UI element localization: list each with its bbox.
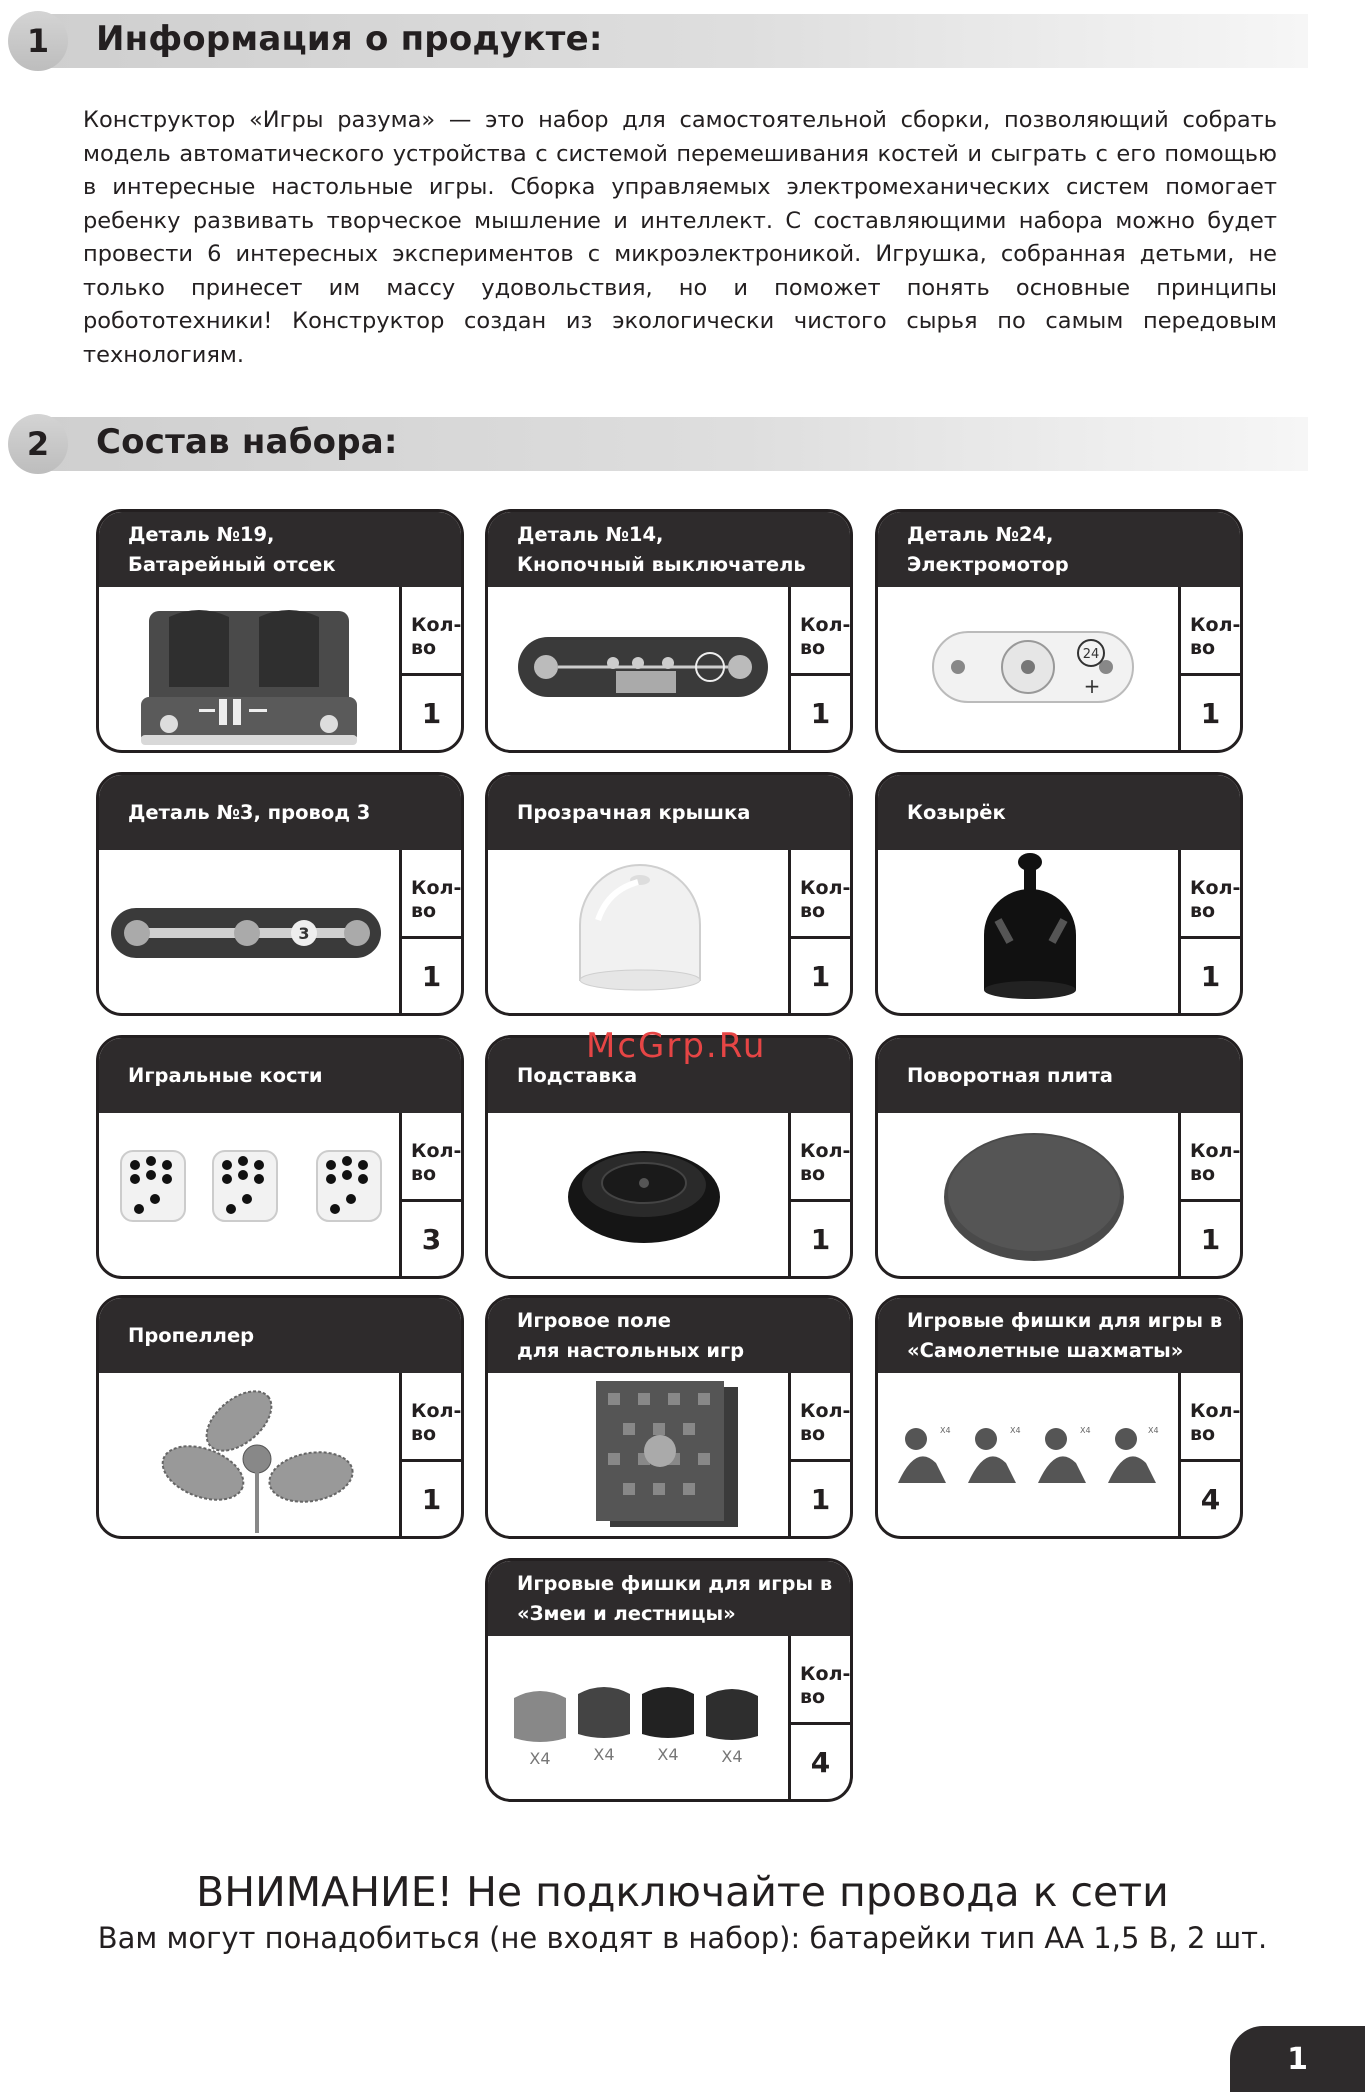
piece-count-mark: X4	[940, 1426, 951, 1435]
kit-item-title	[488, 775, 850, 850]
kit-item-title	[488, 1561, 850, 1636]
piece-count-mark: X4	[721, 1747, 743, 1766]
quantity-label: Кол-во	[788, 587, 850, 676]
quantity-value: 1	[399, 676, 461, 750]
warning-title: ВНИМАНИЕ! Не подключайте провода к сети	[196, 1868, 1169, 1916]
kit-item-card	[96, 772, 464, 1016]
quantity-value: 3	[399, 1202, 461, 1276]
quantity-value: 1	[399, 939, 461, 1013]
page-number: 1	[1230, 2026, 1365, 2092]
quantity-label: Кол-во	[399, 1113, 461, 1202]
kit-item-title	[99, 512, 461, 587]
kit-item-title	[488, 512, 850, 587]
section-title: Состав набора:	[96, 422, 398, 462]
quantity-label: Кол-во	[399, 587, 461, 676]
quantity-label: Кол-во	[788, 1373, 850, 1462]
kit-item-title-line2: Электромотор	[907, 552, 1069, 576]
quantity-value: 1	[1178, 939, 1240, 1013]
kit-item-title-line1: Деталь №19,	[128, 522, 275, 546]
piece-count-mark: X4	[1148, 1426, 1159, 1435]
piece-count-mark: X4	[1010, 1426, 1021, 1435]
kit-item-title-line1: Деталь №24,	[907, 522, 1054, 546]
kit-item-title-line2: Батарейный отсек	[128, 552, 336, 576]
section-header-kit-contents	[8, 414, 1308, 474]
quantity-value: 1	[1178, 1202, 1240, 1276]
quantity-value: 1	[788, 939, 850, 1013]
watermark: McGrp.Ru	[586, 1026, 767, 1066]
kit-item-title	[878, 1038, 1240, 1113]
quantity-label: Кол-во	[788, 1636, 850, 1725]
section-number: 1	[8, 11, 68, 71]
game-board-icon	[488, 1373, 791, 1539]
kit-item-title-line1: Козырёк	[907, 800, 1006, 824]
kit-item-title	[99, 775, 461, 850]
kit-item-title	[878, 775, 1240, 850]
battery-holder-icon	[99, 587, 402, 753]
warning-note: Вам могут понадобиться (не входят в набор): батарейки тип АА 1,5 В, 2 шт.	[97, 1921, 1268, 1955]
piece-count-mark: X4	[657, 1745, 679, 1764]
rotating-plate-icon	[878, 1113, 1181, 1279]
kit-item-card	[875, 1035, 1243, 1279]
quantity-value: 1	[399, 1462, 461, 1536]
kit-item-title	[878, 1298, 1240, 1373]
wire-number-mark: 3	[298, 924, 310, 943]
kit-item-title-line1: Подставка	[517, 1063, 638, 1087]
propeller-icon	[99, 1373, 402, 1539]
quantity-value: 1	[788, 676, 850, 750]
piece-count-mark: X4	[1080, 1426, 1091, 1435]
kit-item-card	[96, 1035, 464, 1279]
kit-item-title-line1: Прозрачная крышка	[517, 800, 751, 824]
kit-item-title-line2: для настольных игр	[517, 1338, 745, 1362]
kit-item-title-line1: Поворотная плита	[907, 1063, 1113, 1087]
stand-icon	[488, 1113, 791, 1279]
section-header-product-info	[8, 11, 1308, 71]
transparent-cover-icon	[488, 850, 791, 1016]
kit-item-card	[485, 1035, 853, 1279]
dice-icon	[99, 1113, 402, 1279]
quantity-label: Кол-во	[788, 850, 850, 939]
quantity-label: Кол-во	[1178, 850, 1240, 939]
quantity-label: Кол-во	[1178, 1373, 1240, 1462]
quantity-label: Кол-во	[788, 1113, 850, 1202]
kit-item-card	[96, 1295, 464, 1539]
kit-item-card	[875, 509, 1243, 753]
quantity-value: 4	[1178, 1462, 1240, 1536]
airplane-chess-pieces-icon	[878, 1373, 1181, 1539]
snakes-ladders-pieces-icon	[488, 1636, 791, 1802]
kit-item-card	[485, 509, 853, 753]
quantity-value: 1	[788, 1462, 850, 1536]
kit-item-title-line1: Деталь №3, провод 3	[128, 800, 371, 824]
quantity-value: 4	[788, 1725, 850, 1799]
product-description: Конструктор «Игры разума» — это набор для самостоятельной сборки, позволяющий собрать модель автоматического устройства с системой перемешивания костей и сыграть с его помощью в интересные настольные игры. Сборка управляемых электромеханических систем помогает ребенку развивать творческое мышление и интеллект. С составляющими набора можно будет провести 6 интересных экспериментов с микроэлектроникой. Игрушка, собранная детьми, не только принесет им массу удовольствия, но и поможет понять основные принципы робототехники! Конструктор создан из экологически чистого сырья по самым передовым технологиям.	[83, 107, 1277, 368]
kit-item-title-line1: Пропеллер	[128, 1323, 255, 1347]
quantity-label: Кол-во	[1178, 587, 1240, 676]
kit-item-title-line2: «Змеи и лестницы»	[517, 1601, 736, 1625]
kit-item-card	[875, 772, 1243, 1016]
motor-plus-mark: +	[1083, 674, 1101, 698]
kit-item-title	[878, 512, 1240, 587]
section-number: 2	[8, 414, 68, 474]
piece-count-mark: X4	[593, 1745, 615, 1764]
electric-motor-icon	[878, 587, 1181, 753]
push-button-switch-icon	[488, 587, 791, 753]
kit-item-title-line1: Игровые фишки для игры в	[517, 1571, 833, 1595]
piece-count-mark: X4	[529, 1749, 551, 1768]
kit-item-title-line1: Деталь №14,	[517, 522, 664, 546]
quantity-label: Кол-во	[399, 1373, 461, 1462]
section-title: Информация о продукте:	[96, 19, 603, 59]
kit-item-card	[96, 509, 464, 753]
visor-icon	[878, 850, 1181, 1016]
motor-number-mark: 24	[1082, 647, 1100, 662]
quantity-value: 1	[1178, 676, 1240, 750]
kit-item-title-line2: «Самолетные шахматы»	[907, 1338, 1184, 1362]
kit-item-card	[485, 1558, 853, 1802]
quantity-label: Кол-во	[399, 850, 461, 939]
wire-3-icon	[99, 850, 402, 1016]
quantity-value: 1	[788, 1202, 850, 1276]
kit-item-title-line1: Игральные кости	[128, 1063, 323, 1087]
kit-item-title-line2: Кнопочный выключатель	[517, 552, 806, 576]
kit-item-title	[99, 1038, 461, 1113]
kit-item-title-line1: Игровое поле	[517, 1308, 671, 1332]
kit-item-card	[485, 772, 853, 1016]
kit-item-card	[875, 1295, 1243, 1539]
quantity-label: Кол-во	[1178, 1113, 1240, 1202]
kit-item-title-line1: Игровые фишки для игры в	[907, 1308, 1223, 1332]
kit-item-card	[485, 1295, 853, 1539]
kit-item-title	[488, 1298, 850, 1373]
kit-item-title	[99, 1298, 461, 1373]
